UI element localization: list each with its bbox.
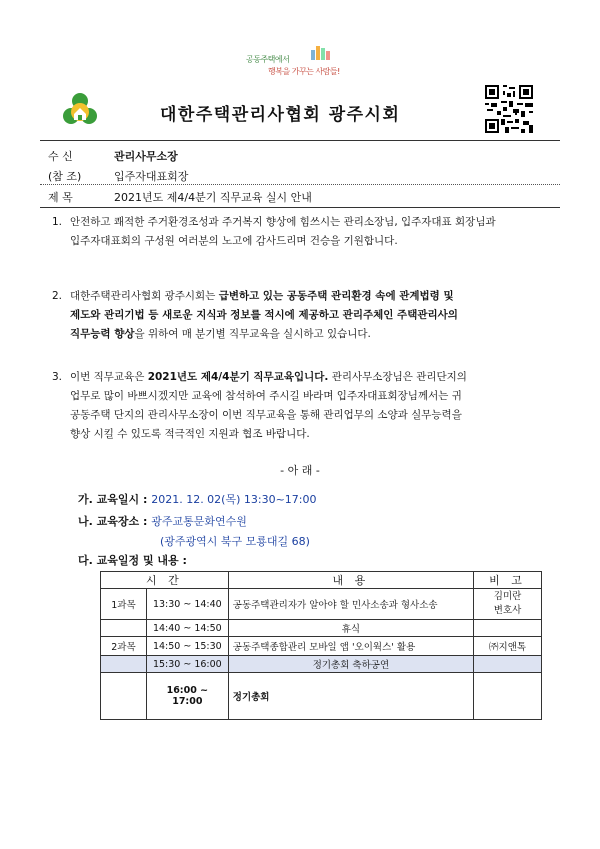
reference-label: (참 조) xyxy=(48,170,82,183)
table-row: 15:30 ~ 16:00 정기총회 축하공연 xyxy=(101,656,542,673)
paragraph-2: 2. 대한주택관리사협회 광주시회는 급변하고 있는 공동주택 관리환경 속에 관계법령 및 제도와 관리기법 등 새로운 지식과 정보를 적시에 제공하고 관리주체인 주택관리사의 직무능력 향상을 위하여 매 분기별 직무교육을 실시하고 있습니다. xyxy=(52,290,458,340)
table-row: 2과목 14:50 ~ 15:30 공동주택종합관리 모바일 앱 '오이웍스' 활용 ㈜지앤톡 xyxy=(101,637,542,656)
paragraph-1: 1. 안전하고 쾌적한 주거환경조성과 주거복지 향상에 힘쓰시는 관리소장님, 입주자대표 회장님과 입주자대표회의 구성원 여러분의 노고에 감사드리며 건승을 기원합니다. xyxy=(52,216,496,247)
place-value: 광주교통문화연수원 xyxy=(151,515,247,528)
date-row: 가. 교육일시 : 2021. 12. 02(목) 13:30~17:00 xyxy=(78,493,317,506)
subject-label: 제 목 xyxy=(48,191,73,204)
recipient-label: 수 신 xyxy=(48,150,73,163)
header-dotted-divider xyxy=(40,184,560,185)
table-header-row xyxy=(101,572,542,589)
slogan-logo xyxy=(238,44,358,80)
buildings-icon xyxy=(310,44,332,60)
subject-value: 2021년도 제4/4분기 직무교육 실시 안내 xyxy=(114,191,312,204)
slogan-line2: 행복을 가꾸는 사람들! xyxy=(268,67,340,76)
column-header-time: 시 간 xyxy=(101,572,229,589)
association-logo-icon xyxy=(62,92,98,128)
reference-value: 입주자대표회장 xyxy=(114,170,189,183)
slogan-line1: 공동주택에서 xyxy=(246,55,290,64)
schedule-label: 다. 교육일정 및 내용 : xyxy=(78,554,187,567)
subject-divider xyxy=(40,207,560,208)
reference-row xyxy=(48,168,188,184)
qr-code-icon xyxy=(485,85,533,133)
organization-title: 대한주택관리사협회 광주시회 xyxy=(160,105,401,125)
table-row: 14:40 ~ 14:50 휴식 xyxy=(101,620,542,637)
header-divider xyxy=(40,140,560,141)
subject-row xyxy=(48,189,312,205)
column-header-note: 비 고 xyxy=(474,572,542,589)
table-row: 16:00 ~ 17:00 정기총회 xyxy=(101,673,542,720)
table-row: 1과목 13:30 ~ 14:40 공동주택관리자가 알아야 할 민사소송과 형사소송 김미란 변호사 xyxy=(101,589,542,620)
schedule-table xyxy=(100,571,542,720)
recipient-row xyxy=(48,148,178,164)
place-row: 나. 교육장소 : 광주교통문화연수원 xyxy=(78,515,247,528)
below-heading: - 아 래 - xyxy=(280,464,320,477)
paragraph-3: 3. 이번 직무교육은 2021년도 제4/4분기 직무교육입니다. 관리사무소장님은 관리단지의 업무로 많이 바쁘시겠지만 교육에 참석하여 주시길 바라며 입주자대표회장님께서는 귀 공동주택 단지의 관리사무소장이 이번 직무교육을 통해 관리업무의 소양과 실무능력을 향상 시킬 수 있도록 적극적인 지원과 협조 바랍니다. xyxy=(52,371,467,440)
column-header-content: 내 용 xyxy=(228,572,473,589)
recipient-value: 관리사무소장 xyxy=(114,150,178,163)
address-text: (광주광역시 북구 모룡대길 68) xyxy=(160,535,310,548)
date-value: 2021. 12. 02(목) 13:30~17:00 xyxy=(151,493,317,506)
